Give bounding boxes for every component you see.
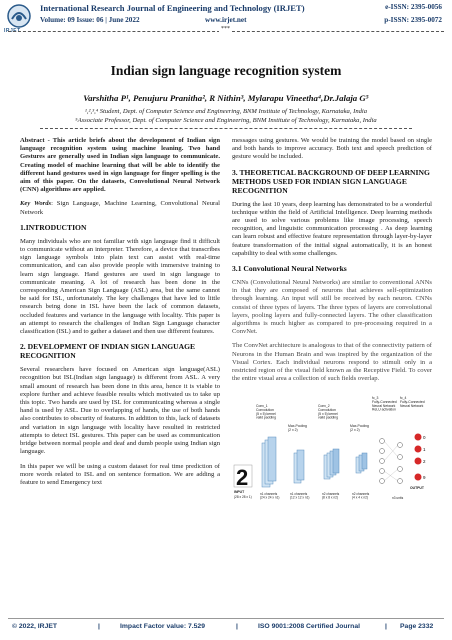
section-heading-cnn: 3.1 Convolutional Neural Networks: [232, 264, 347, 274]
section-heading-development: 2. DEVELOPMENT OF INDIAN SIGN LANGUAGE RECOGNITION: [20, 342, 196, 361]
development-paragraph: Several researchers have focused on American sign language(ASL) recognition but ISL(Indian sign language) is different from ASL. A very small amount of research has been done in this area, hence it is viable to explore further and achieve feasible results which motivated us to take up this topic. Two hands are used by ISL for communicating whereas a single hand is used by ASL. Due to overlapping of hands, the use of both hands also contributes to obscurity of features. In addition to this, lack of datasets and variation in sign language with locality have resulted in restricted attempts to detect ISL gestures. This paper can be used as communication bridge between normal people and deaf and dumb people using Indian sign language.: [20, 366, 220, 456]
label-conv1: Conv_1 Convolution (5 x 5) kernel valid padding: [256, 404, 276, 421]
logo-text: IRJET: [4, 28, 21, 34]
label-conv2: Conv_2 Convolution (5 x 5) kernel valid padding: [318, 404, 338, 421]
keywords-label: Key Words: [20, 200, 52, 208]
irjet-logo-icon: [6, 3, 32, 29]
convnet-paragraph: The ConvNet architecture is analogous to that of the connectivity pattern of Neurons in the Human Brain and was inspired by the organization of the Visual Cortex. Each individual neurons respond to stimuli only in a restricted region of the visual field known as the Receptive Field. To cover the entire visual area a collection of such fields overlap.: [232, 342, 432, 383]
journal-website-link[interactable]: www.irjet.net: [205, 16, 247, 24]
label-dim3: n2 channels (8 x 8 x n2): [322, 492, 340, 501]
affiliation-professor: ⁵Associate Professor, Dept. of Computer Science and Engineering, BNM Institute of Technology, Karnataka, India: [75, 117, 377, 124]
input-digit: 2: [236, 465, 249, 491]
cnn-architecture-figure: [232, 393, 432, 503]
label-units: n3 units: [392, 496, 404, 501]
pool1-feature-maps: [294, 450, 304, 483]
paper-title: Indian sign language recognition system: [110, 63, 342, 78]
label-fc3: fc_3 Fully-Connected Neural Network ReLU activation: [372, 396, 397, 413]
label-pool1: Max-Pooling (2 x 2): [288, 424, 307, 433]
output-neurons: [415, 434, 427, 481]
intro-paragraph: Many individuals who are not familiar with sign language find it difficult to communicate without an interpreter. Therefore, a device that transcribes sign language symbols into plain text can assist with real-time communication, and can also provide people with immersive training to learn sign language. Hand gestures are used in sign language to communicate meaning. A lot of research has been done in the corresponding American Sign Language (ASL) area, but the same cannot be said for ISL, unfortunately. The key challenges that have led to little research being done in ISL have been the lack of common datasets, occluded features and variance in the language with locality. This paper is an attempt to research the challenges of Indian Sign Language character classification (ISL) and to gather a dataset and then use different features.: [20, 237, 220, 336]
dataset-paragraph: In this paper we will be using a custom dataset for real time prediction of more words related to ISL and on sentence formation. We are adding a feature to send Emergency text: [20, 462, 220, 486]
footer-impact-factor: Impact Factor value: 7.529: [120, 623, 205, 630]
left-column: [20, 137, 220, 493]
footer-sep-2: |: [236, 623, 238, 630]
pissn: p-ISSN: 2395-0072: [384, 16, 442, 24]
eissn: e-ISSN: 2395-0056: [385, 3, 442, 11]
cnn-paragraph: CNNs (Convolutional Neural Networks) are similar to conventional ANNs in that they are composed of neurons that achieves self-optimization through learning. An input will still be received by each neuron. CNNs consist of three types of layers. The three types of layers are convolutional layers, pooling layers and fully-connected layers. The other classification algorithms is much higher as compared to pre-processing required in a ConvNet.: [232, 279, 432, 336]
affiliation-students: ¹,²,³,⁴ Student, Dept. of Computer Science and Engineering, BNM Institute of Technology, Karnataka, India: [84, 108, 368, 115]
journal-name: International Research Journal of Engineering and Technology (IRJET): [40, 3, 305, 13]
keywords: [20, 200, 220, 216]
footer-divider: [8, 618, 444, 619]
continued-paragraph: messages using gestures. We would be training the model based on single and both hands to improve accuracy. Both text and speech prediction of gesture would be included.: [232, 137, 432, 161]
label-dim1: n1 channels (24 x 24 x n1): [260, 492, 280, 501]
abstract-text: - This article briefs about the development of Indian sign language recognition system using machine leaning. Two hand Gestures are generally used in Indian sign language to communicate. Creating model of machine learning that will be able to identify the different hand gestures used in sign language for finger spelling is the aim of this paper. On the datasets, Convolutional Neural Network (CNN) algorithms are applied.: [20, 137, 220, 194]
abstract: [20, 137, 220, 194]
label-pool2: Max-Pooling (2 x 2): [350, 424, 369, 433]
footer-copyright: © 2022, IRJET: [12, 623, 58, 630]
label-output: OUTPUT: [410, 486, 424, 491]
label-dim2: n1 channels (12 x 12 x n1): [290, 492, 310, 501]
right-column: [232, 137, 432, 507]
volume-issue: Volume: 09 Issue: 06 | June 2022: [40, 16, 140, 24]
footer-sep-3: |: [385, 623, 387, 630]
label-input-dim: (28 x 28 x 1): [234, 495, 252, 500]
output-class-2: 2: [423, 459, 426, 465]
output-class-0: 0: [423, 435, 426, 441]
keywords-text: : Sign Language, Machine Learning, Convolutional Neural Network: [20, 200, 220, 216]
deep-learning-paragraph: During the last 10 years, deep learning has demonstrated to be a wonderful technique within the field of Artificial Intelligence. Deep learning methods are used to solve various problems like image processing, speech recognition, and linguistic communication processing . As deep learning can learn robust and effective feature representation through layer-by-layer feature transformation of the initial signal automatically, it is an honest capability to deal with some challenges.: [232, 200, 432, 257]
footer-page-number: Page 2332: [400, 623, 434, 630]
label-input: INPUT: [234, 490, 245, 495]
footer-iso: ISO 9001:2008 Certified Journal: [258, 623, 360, 630]
section-heading-introduction: 1.INTRODUCTION: [20, 222, 87, 232]
authors: Varshitha P¹, Penujuru Pranitha², R Nithin³, Mylarapu Vineetha⁴,Dr.Jalaja G⁵: [83, 93, 369, 103]
fc3-neurons: [380, 439, 403, 484]
output-class-9: 9: [423, 475, 426, 481]
affiliation-divider: [40, 128, 412, 129]
header-separator: ***: [221, 26, 230, 32]
conv1-feature-maps: [262, 437, 276, 487]
section-heading-theory: 3. THEORETICAL BACKGROUND OF DEEP LEARNING METHODS USED FOR INDIAN SIGN LANGUAGE RECOGNITION: [232, 167, 430, 195]
conv2-feature-maps: [324, 449, 339, 479]
label-dim4: n2 channels (4 x 4 x n2): [352, 492, 370, 501]
abstract-label: Abstract: [20, 137, 45, 144]
label-fc4: fc_4 Fully-Connected Neural Network: [400, 396, 425, 409]
pool2-feature-maps: [356, 453, 367, 473]
output-class-1: 1: [423, 447, 426, 453]
footer-sep-1: |: [98, 623, 100, 630]
